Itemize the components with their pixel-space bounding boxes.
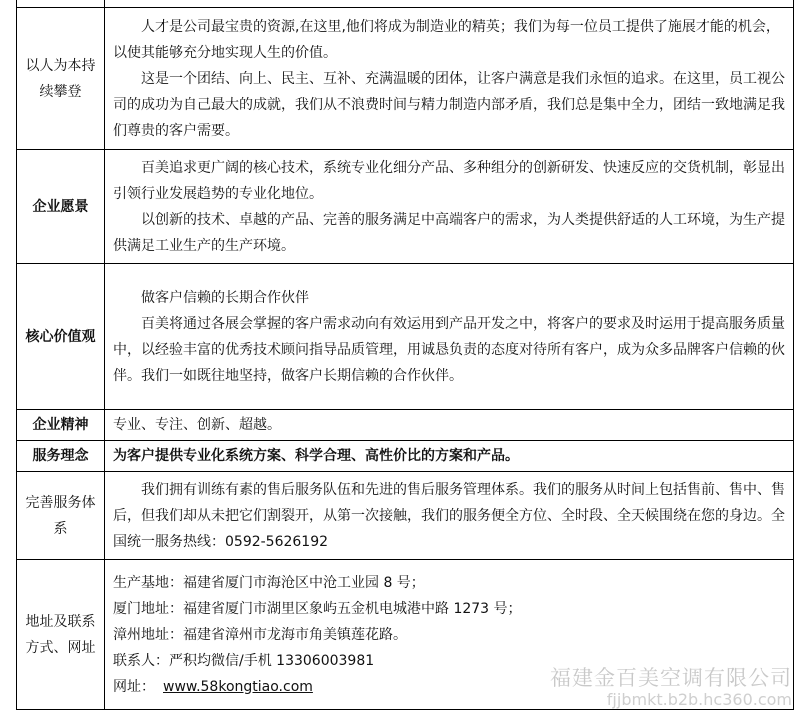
watermark-company-name: 福建金百美空调有限公司 bbox=[550, 666, 792, 690]
contact-line: 厦门地址：福建省厦门市湖里区象屿五金机电城港中路 1273 号； bbox=[113, 600, 522, 617]
paragraph: 百美将通过各展会掌握的客户需求动向有效运用到产品开发之中，将客户的要求及时运用于提高服务质量中，以经验丰富的优秀技术顾问指导品质管理，用诚恳负责的态度对待所有客户，成为众多品牌客户信赖的伙伴。我们一如既往地坚持，做客户长期信赖的合作伙伴。 bbox=[113, 315, 785, 384]
row-service-system bbox=[17, 472, 794, 560]
row-content-vision bbox=[105, 150, 794, 264]
table-top-row bbox=[17, 0, 794, 8]
watermark-domain: fjjbmkt.b2b.hc360.com bbox=[606, 690, 792, 709]
row-label-core-values: 核心价值观 bbox=[17, 264, 105, 410]
paragraph: 这是一个团结、向上、民主、互补、充满温暖的团体，让客户满意是我们永恒的追求。在这里，员工视公司的成功为自己最大的成就，我们从不浪费时间与精力制造内部矛盾，我们总是集中全力，团结一致地满足我们尊贵的客户需要。 bbox=[113, 70, 785, 139]
row-label-service-system: 完善服务体系 bbox=[17, 472, 105, 560]
company-info-table bbox=[16, 0, 794, 710]
spirit-text: 专业、专注、创新、超越。 bbox=[113, 417, 281, 433]
paragraph: 我们拥有训练有素的售后服务队伍和先进的售后服务管理体系。我们的服务从时间上包括售前、售中、售后，但我们却从未把它们割裂开，从第一次接触，我们的服务便全方位、全时段、全天候围绕在您的身边。全国统一服务热线：0592-5626192 bbox=[113, 481, 785, 550]
row-label-contact: 地址及联系方式、网址 bbox=[17, 560, 105, 710]
row-spirit bbox=[17, 410, 794, 441]
row-content-spirit bbox=[105, 410, 794, 441]
website-link[interactable]: www.58kongtiao.com bbox=[163, 678, 313, 695]
paragraph: 百美追求更广阔的核心技术，系统专业化细分产品、多种组分的创新研发、快速反应的交货机制，彰显出引领行业发展趋势的专业化地位。 bbox=[113, 159, 785, 202]
row-content-service-philosophy bbox=[105, 441, 794, 472]
row-label-spirit: 企业精神 bbox=[17, 410, 105, 441]
row-people-oriented bbox=[17, 8, 794, 150]
website-label: 网址： bbox=[113, 678, 155, 695]
paragraph: 做客户信赖的长期合作伙伴 bbox=[141, 289, 309, 306]
row-core-values bbox=[17, 264, 794, 410]
row-content-core-values bbox=[105, 264, 794, 410]
service-philosophy-text: 为客户提供专业化系统方案、科学合理、高性价比的方案和产品。 bbox=[113, 448, 519, 464]
row-vision bbox=[17, 150, 794, 264]
row-label-vision: 企业愿景 bbox=[17, 150, 105, 264]
paragraph: 以创新的技术、卓越的产品、完善的服务满足中高端客户的需求，为人类提供舒适的人工环境，为生产提供满足工业生产的生产环境。 bbox=[113, 211, 785, 254]
contact-line: 生产基地：福建省厦门市海沧区中沧工业园 8 号； bbox=[113, 574, 425, 591]
row-service-philosophy bbox=[17, 441, 794, 472]
row-content-people-oriented bbox=[105, 8, 794, 150]
contact-line: 联系人：严积均微信/手机 13306003981 bbox=[113, 652, 375, 669]
paragraph: 人才是公司最宝贵的资源,在这里,他们将成为制造业的精英；我们为每一位员工提供了施展才能的机会，以使其能够充分地实现人生的价值。 bbox=[113, 18, 780, 61]
top-label-cell bbox=[17, 0, 105, 8]
row-label-people-oriented: 以人为本持续攀登 bbox=[17, 8, 105, 150]
top-content-cell bbox=[105, 0, 794, 8]
row-content-service-system bbox=[105, 472, 794, 560]
row-label-service-philosophy: 服务理念 bbox=[17, 441, 105, 472]
contact-line: 漳州地址：福建省漳州市龙海市角美镇莲花路。 bbox=[113, 626, 407, 643]
